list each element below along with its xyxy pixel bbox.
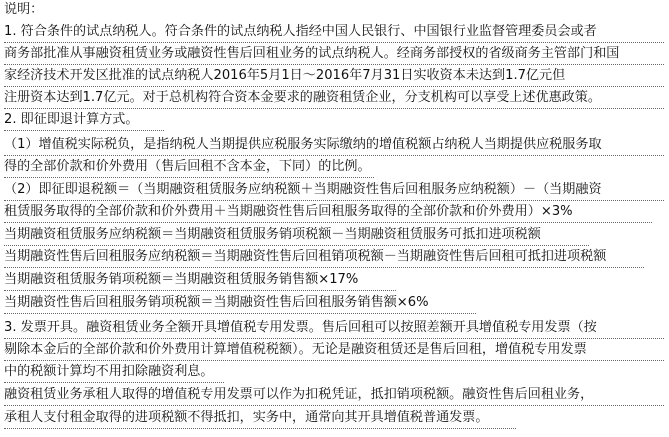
text-line-14: 3. 发票开具。融资租赁业务全额开具增值税专用发票。售后回租可以按照差额开具增值税专用发票（按 bbox=[4, 318, 664, 339]
formula-line-1: 当期融资租赁服务应纳税额＝当期融资租赁服务销项税额－当期融资租赁服务可抵扣进项税额 bbox=[4, 225, 589, 246]
text-line-1: 1. 符合条件的试点纳税人。符合条件的试点纳税人指经中国人民银行、中国银行业监督管理委员会或者 bbox=[4, 22, 664, 43]
formula-line-4: 当期融资性售后回租服务销项税额＝当期融资性售后回租服务销售额×6% bbox=[4, 293, 476, 314]
text-line-4: 注册资本达到1.7亿元。对于总机构符合资本金要求的融资租赁企业，分支机构可以享受上述优惠政策。 bbox=[4, 88, 664, 109]
formula-line-3: 当期融资租赁服务销项税额＝当期融资租赁服务销售额×17% bbox=[4, 270, 396, 291]
text-line-8: （2）即征即退税额＝（当期融资租赁服务应纳税额＋当期融资性售后回租服务应纳税额）－（当期融资 bbox=[4, 180, 664, 201]
text-line-6: （1）增值税实际税负，是指纳税人当期提供应税服务实际缴纳的增值税额占纳税人当期提供应税服务取 bbox=[4, 135, 664, 156]
text-line-7: 得的全部价款和价外费用（售后回租不含本金，下同）的比例。 bbox=[4, 157, 374, 178]
heading-notes: 说明： bbox=[4, 2, 44, 17]
text-line-9: 租赁服务取得的全部价款和价外费用＋当期融资性售后回租服务取得的全部价款和价外费用）×3% bbox=[4, 202, 652, 223]
text-line-16: 中的税额计算均不用扣除融资利息。 bbox=[4, 362, 224, 383]
formula-line-2: 当期融资性售后回租服务应纳税额＝当期融资性售后回租销项税额－当期融资性售后回租可抵扣进项税额 bbox=[4, 247, 644, 268]
text-line-5: 2. 即征即退计算方式。 bbox=[4, 110, 164, 131]
text-line-2: 商务部批准从事融资租赁业务或融资性售后回租业务的试点纳税人。经商务部授权的省级商务主管部门和国 bbox=[4, 44, 664, 65]
text-line-18: 承租人支付租金取得的进项税额不得抵扣，实务中，通常向其开具增值税普通发票。 bbox=[4, 408, 516, 429]
text-line-17: 融资租赁业务承租人取得的增值税专用发票可以作为扣税凭证，抵扣销项税额。融资性售后回租业务， bbox=[4, 385, 664, 406]
text-line-3: 家经济技术开发区批准的试点纳税人2016年5月1日～2016年7月31日实收资本未达到1.7亿元但 bbox=[4, 66, 664, 87]
text-line-15: 剔除本金后的全部价款和价外费用计算增值税税额）。无论是融资租赁还是售后回租，增值税专用发票 bbox=[4, 340, 664, 361]
